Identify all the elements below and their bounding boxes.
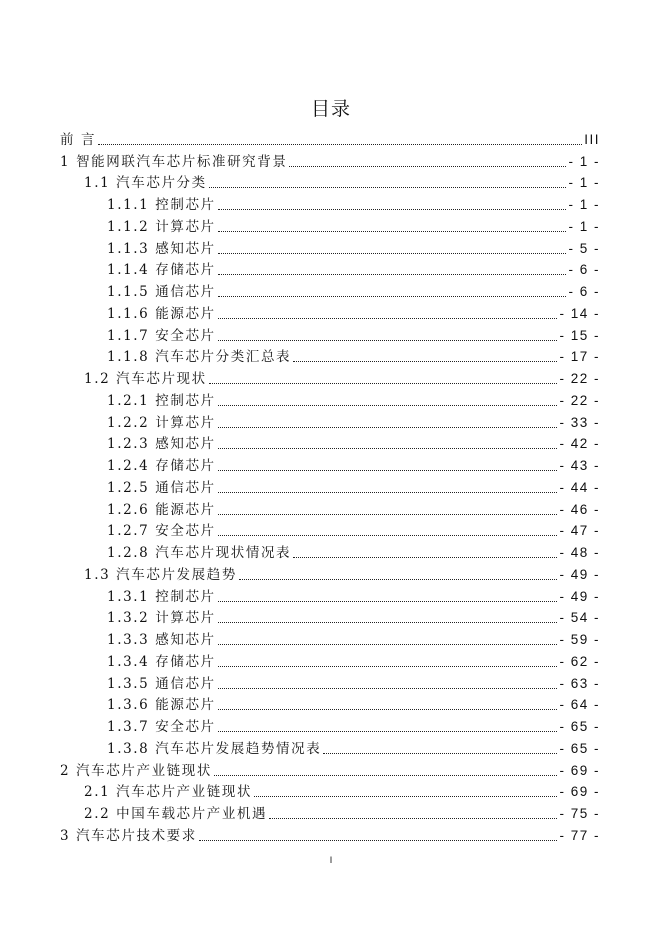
toc-entry-page: - 64 - <box>559 697 600 713</box>
toc-entry-page: - 33 - <box>559 414 600 430</box>
toc-entry-page: - 14 - <box>559 305 600 321</box>
dot-leader <box>218 688 558 689</box>
toc-entry-page: - 59 - <box>559 632 600 647</box>
toc-entry-label: 1.3.4 存储芯片 <box>107 653 216 670</box>
toc-entry-page: - 47 - <box>559 523 600 539</box>
toc-entry-page: - 54 - <box>559 610 600 626</box>
toc-entry-page: - 49 - <box>559 566 600 582</box>
toc-entry-page: - 1 - <box>568 153 600 169</box>
dot-leader <box>254 796 557 797</box>
toc-entry-page: - 1 - <box>568 175 600 191</box>
toc-entry-label: 1.1.1 控制芯片 <box>107 197 216 213</box>
toc-entry[interactable] <box>0 541 662 563</box>
toc-entry-page: - 6 - <box>568 284 600 299</box>
toc-entry[interactable] <box>0 346 662 368</box>
toc-entry-page: - 6 - <box>568 262 600 278</box>
toc-entry-page: - 62 - <box>559 653 600 669</box>
toc-title: 目录 <box>310 98 351 120</box>
dot-leader <box>209 383 558 384</box>
dot-leader <box>218 427 558 428</box>
toc-entry-label: 2.1 汽车芯片产业链现状 <box>84 784 253 801</box>
toc-entry-label: 1.3.2 计算芯片 <box>107 610 216 627</box>
dot-leader <box>218 209 567 210</box>
toc-entry-label: 1.2.8 汽车芯片现状情况表 <box>107 545 292 561</box>
dot-leader <box>218 296 567 297</box>
toc-entry-page: - 15 - <box>559 327 600 343</box>
dot-leader <box>98 144 582 145</box>
toc-entry-label: 1.2.2 计算芯片 <box>107 414 216 431</box>
toc-entry-label: 1.3 汽车芯片发展趋势 <box>84 566 237 583</box>
toc-entry[interactable] <box>0 585 662 607</box>
dot-leader <box>209 187 567 188</box>
toc-entry[interactable] <box>0 607 662 629</box>
dot-leader <box>218 470 558 471</box>
toc-entry[interactable] <box>0 389 662 411</box>
toc-entry-page: - 22 - <box>559 371 600 386</box>
toc-entry-page: - 65 - <box>559 740 600 756</box>
dot-leader <box>218 318 558 319</box>
dot-leader <box>218 514 558 515</box>
toc-entry[interactable] <box>0 411 662 433</box>
toc-entry[interactable] <box>0 215 662 237</box>
toc-entry-page: - 42 - <box>559 436 600 452</box>
toc-entry-label: 1.1.8 汽车芯片分类汇总表 <box>107 349 292 366</box>
toc-entry-page: - 49 - <box>559 588 600 604</box>
toc-entry-label: 1.3.5 通信芯片 <box>107 675 216 692</box>
toc-entry-page: - 63 - <box>559 675 600 691</box>
toc-entry[interactable] <box>0 759 662 781</box>
toc-entry-page: - 75 - <box>559 806 600 821</box>
toc-entry-page: - 77 - <box>559 827 600 843</box>
dot-leader <box>239 579 558 580</box>
dot-leader <box>218 405 558 406</box>
dot-leader <box>218 448 558 449</box>
dot-leader <box>218 731 558 732</box>
toc-entry[interactable] <box>0 367 662 389</box>
dot-leader <box>218 535 558 536</box>
toc-entry-page: - 44 - <box>559 479 600 495</box>
toc-entry-label: 1.1.6 能源芯片 <box>107 305 216 322</box>
toc-entry[interactable] <box>0 628 662 650</box>
toc-entry-page: - 1 - <box>568 218 600 234</box>
toc-entry-label: 1.1 汽车芯片分类 <box>84 175 207 192</box>
toc-entry[interactable] <box>0 715 662 737</box>
toc-entry[interactable] <box>0 237 662 259</box>
toc-entry-label: 1.2.1 控制芯片 <box>107 392 216 409</box>
toc-entry-label: 1.2 汽车芯片现状 <box>84 371 207 387</box>
toc-entry-label: 1.2.6 能源芯片 <box>107 501 216 518</box>
toc-entry-page: III <box>584 131 600 147</box>
dot-leader <box>218 340 558 341</box>
toc-entry-page: - 65 - <box>559 719 600 734</box>
dot-leader <box>293 361 557 362</box>
toc-entry-label: 2.2 中国车载芯片产业机遇 <box>84 806 268 822</box>
toc-entry[interactable] <box>0 172 662 194</box>
toc-entry[interactable] <box>0 476 662 498</box>
toc-entry-page: - 46 - <box>559 501 600 517</box>
toc-entry-label: 1.2.5 通信芯片 <box>107 479 216 496</box>
toc-entry[interactable] <box>0 433 662 455</box>
toc-entry[interactable] <box>0 454 662 476</box>
dot-leader <box>218 622 558 623</box>
toc-entry[interactable] <box>0 302 662 324</box>
toc-entry[interactable] <box>0 650 662 672</box>
toc-entry-label: 1.2.3 感知芯片 <box>107 436 216 453</box>
toc-entry[interactable] <box>0 520 662 542</box>
toc-entry-label: 1.1.3 感知芯片 <box>107 240 216 257</box>
toc-entry-label: 2 汽车芯片产业链现状 <box>60 762 212 779</box>
toc-entry[interactable] <box>0 498 662 520</box>
toc-entry-page: - 69 - <box>559 762 600 778</box>
toc-entry-label: 1.1.5 通信芯片 <box>107 284 216 300</box>
toc-entry-label: 1.3.3 感知芯片 <box>107 632 216 648</box>
toc-entry[interactable] <box>0 802 662 824</box>
dot-leader <box>293 557 557 558</box>
toc-entry[interactable] <box>0 694 662 716</box>
toc-entry-label: 1.3.1 控制芯片 <box>107 588 216 605</box>
toc-entry-label: 1.3.8 汽车芯片发展趋势情况表 <box>107 740 322 757</box>
toc-entry-label: 1.3.7 安全芯片 <box>107 719 216 735</box>
dot-leader <box>218 709 558 710</box>
toc-list <box>0 128 662 846</box>
toc-entry[interactable] <box>0 781 662 803</box>
toc-entry-label: 1.1.4 存储芯片 <box>107 262 216 279</box>
toc-entry[interactable] <box>0 150 662 172</box>
dot-leader <box>218 666 558 667</box>
toc-entry-label: 1.1.7 安全芯片 <box>107 327 216 344</box>
dot-leader <box>269 818 557 819</box>
dot-leader <box>218 274 567 275</box>
toc-entry-page: - 43 - <box>559 458 600 473</box>
dot-leader <box>218 253 567 254</box>
toc-entry-label: 1.2.4 存储芯片 <box>107 458 216 474</box>
dot-leader <box>289 166 566 167</box>
toc-entry[interactable] <box>0 737 662 759</box>
dot-leader <box>218 231 567 232</box>
toc-entry-page: - 1 - <box>568 197 600 212</box>
toc-entry-label: 前 言 <box>60 131 97 148</box>
dot-leader <box>218 492 558 493</box>
page-number-footer: I <box>329 855 333 865</box>
toc-entry-page: - 22 - <box>559 392 600 408</box>
dot-leader <box>218 644 558 645</box>
dot-leader <box>323 753 557 754</box>
toc-entry[interactable] <box>0 824 662 846</box>
toc-entry-page: - 17 - <box>559 349 600 365</box>
dot-leader <box>218 601 558 602</box>
toc-entry[interactable] <box>0 280 662 302</box>
toc-entry-label: 3 汽车芯片技术要求 <box>60 827 197 844</box>
toc-entry-label: 1.1.2 计算芯片 <box>107 218 216 235</box>
toc-entry-label: 1.2.7 安全芯片 <box>107 523 216 540</box>
toc-entry[interactable] <box>0 672 662 694</box>
toc-entry-label: 1.3.6 能源芯片 <box>107 697 216 714</box>
toc-entry[interactable] <box>0 193 662 215</box>
toc-entry[interactable] <box>0 324 662 346</box>
toc-entry[interactable] <box>0 128 662 150</box>
toc-entry-label: 1 智能网联汽车芯片标准研究背景 <box>60 153 288 170</box>
dot-leader <box>199 840 558 841</box>
dot-leader <box>214 775 558 776</box>
toc-entry-page: - 69 - <box>559 784 600 800</box>
toc-entry[interactable] <box>0 563 662 585</box>
toc-entry[interactable] <box>0 259 662 281</box>
toc-entry-page: - 5 - <box>568 240 600 256</box>
toc-entry-page: - 48 - <box>559 545 600 560</box>
